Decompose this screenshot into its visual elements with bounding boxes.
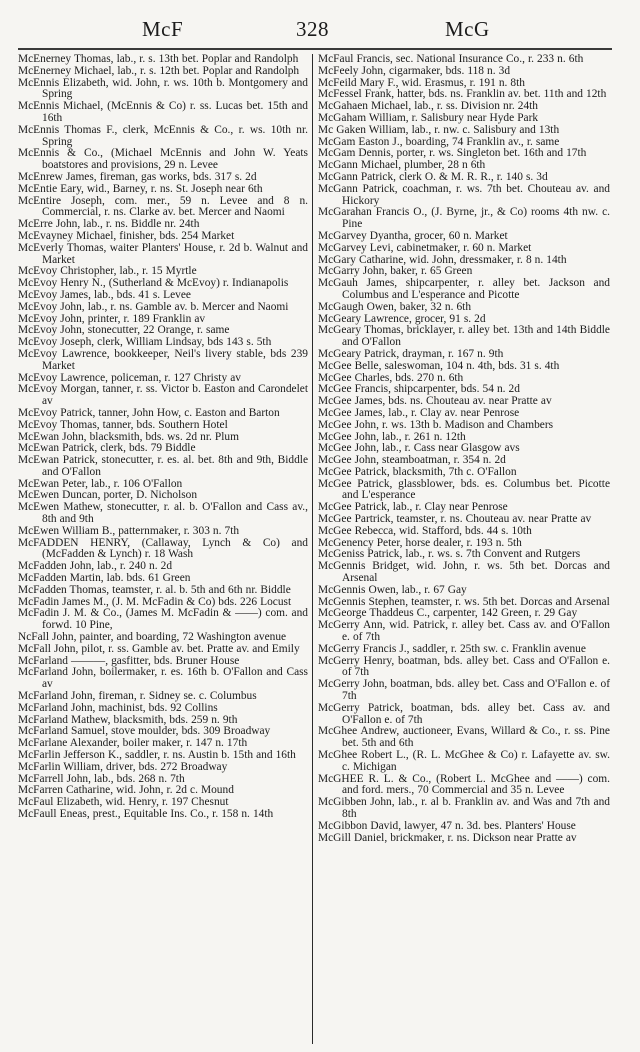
directory-entry: McEvoy John, printer, r. 189 Franklin av (18, 312, 206, 325)
directory-entry: McGeary Patrick, drayman, r. 167 n. 9th (318, 347, 504, 360)
directory-entry: McGenency Peter, horse dealer, r. 193 n. 5th (318, 536, 522, 549)
directory-entry: McFarlin Jefferson K., saddler, r. ns. Austin b. 15th and 16th (18, 749, 296, 762)
directory-entry: McGerry John, boatman, bds. alley bet. Cass and O'Fallon e. of 7th (318, 678, 610, 703)
directory-entry: McGhee Andrew, auctioneer, Evans, Willard & Co., r. ss. Pine bet. 5th and 6th (318, 725, 610, 750)
directory-entry: McGary Catharine, wid. John, dressmaker, r. 8 n. 14th (318, 253, 567, 266)
directory-entry: McGee Charles, bds. 270 n. 6th (318, 371, 464, 384)
directory-entry: McGee Belle, saleswoman, 104 n. 4th, bds. 31 s. 4th (318, 359, 560, 372)
directory-entry: McFaul Francis, sec. National Insurance Co., r. 233 n. 6th (318, 53, 584, 65)
directory-entry: McEnnis Thomas F., clerk, McEnnis & Co., r. ws. 10th nr. Spring (18, 123, 308, 148)
right-column (318, 54, 610, 844)
directory-entry: McFarland John, fireman, r. Sidney se. c. Columbus (18, 690, 257, 703)
directory-entry: McFadin J. M. & Co., (James M. McFadin & ——) com. and forwd. 10 Pine, (18, 607, 308, 632)
directory-entry: McGarry John, baker, r. 65 Green (318, 265, 473, 278)
directory-entry: McGee Partrick, teamster, r. ns. Chouteau av. near Pratte av (318, 513, 592, 526)
directory-entry: McEwen William B., patternmaker, r. 303 n. 7th (18, 524, 240, 537)
directory-entry: McGennis Owen, lab., r. 67 Gay (318, 583, 467, 596)
directory-entry: McEwan Patrick, clerk, bds. 79 Biddle (18, 442, 196, 455)
page-number: 328 (296, 17, 329, 41)
directory-entry: McEvayney Michael, finisher, bds. 254 Market (18, 229, 235, 242)
directory-entry: McGeniss Patrick, lab., r. ws. s. 7th Convent and Rutgers (318, 548, 581, 561)
directory-entry: McEnnis Michael, (McEnnis & Co) r. ss. Lucas bet. 15th and 16th (18, 100, 308, 124)
directory-entry: McGennis Stephen, teamster, r. ws. 5th bet. Dorcas and Arsenal (318, 595, 610, 608)
directory-entry: McGee James, lab., r. Clay av. near Penrose (318, 406, 520, 419)
directory-entry: McGann Patrick, clerk O. & M. R. R., r. 140 s. 3d (318, 170, 548, 183)
directory-entry: McGee Rebecca, wid. Stafford, bds. 44 s. 10th (318, 524, 532, 537)
directory-entry: McGarvey Levi, cabinetmaker, r. 60 n. Market (318, 241, 532, 254)
directory-entry: McGee John, r. ws. 13th b. Madison and Chambers (318, 418, 554, 431)
directory-entry: McFall John, pilot, r. ss. Gamble av. bet. Pratte av. and Emily (18, 642, 300, 655)
directory-entry: McFadden John, lab., r. 240 n. 2d (18, 560, 173, 573)
directory-entry: McGam Dennis, porter, r. ws. Singleton bet. 16th and 17th (318, 147, 587, 160)
directory-entry: McGibben John, lab., r. al b. Franklin av. and Was and 7th and 8th (318, 796, 610, 820)
directory-entry: McEvoy Joseph, clerk, William Lindsay, bds 143 s. 5th (18, 336, 272, 349)
directory-entry: McFarlin William, driver, bds. 272 Broadway (18, 760, 228, 773)
directory-entry: McGee James, bds. ns. Chouteau av. near Pratte av (318, 395, 552, 408)
directory-entry: McGhee Robert L., (R. L. McGhee & Co) r. Lafayette av. sw. c. Michigan (318, 749, 610, 773)
directory-entry: McGaugh Owen, baker, 32 n. 6th (318, 300, 472, 313)
directory-entry: McGaham William, r. Salisbury near Hyde Park (318, 111, 539, 124)
directory-entry: McGerry Patrick, boatman, bds. alley bet. Cass av. and O'Fallon e. of 7th (318, 701, 610, 726)
directory-entry: McGee John, steamboatman, r. 354 n. 2d (318, 454, 506, 467)
directory-entry: McEwen Duncan, porter, D. Nicholson (18, 489, 198, 502)
directory-entry: McGibbon David, lawyer, 47 n. 3d. bes. Planters' House (318, 819, 576, 832)
directory-entry: McFarlane Alexander, boiler maker, r. 147 n. 17th (18, 737, 248, 750)
directory-entry: McFaull Eneas, prest., Equitable Ins. Co., r. 158 n. 14th (18, 808, 274, 820)
directory-entry: McEnerney Thomas, lab., r. s. 13th bet. Poplar and Randolph (18, 53, 299, 65)
directory-entry: McGann Michael, plumber, 28 n 6th (318, 159, 486, 172)
page-header (0, 17, 640, 43)
directory-entry: McGHEE R. L. & Co., (Robert L. McGhee and ——) com. and ford. mers., 70 Commercial and 35 n. Levee (318, 772, 610, 797)
directory-entry: McFarland John, boilermaker, r. es. 16th b. O'Fallon and Cass av (18, 666, 308, 691)
directory-entry: McGerry Henry, boatman, bds. alley bet. Cass and O'Fallon e. of 7th (318, 654, 610, 679)
directory-entry: McEvoy Christopher, lab., r. 15 Myrtle (18, 265, 197, 278)
directory-entry: McEnnis Elizabeth, wid. John, r. ws. 10th b. Montgomery and Spring (18, 76, 308, 101)
directory-entry: McGauh James, shipcarpenter, r. alley bet. Jackson and Columbus and L'esperance and Picotte (318, 277, 610, 301)
directory-entry: McEvoy Lawrence, policeman, r. 127 Christy av (18, 371, 241, 384)
header-left-guide-word: McF (142, 17, 184, 41)
directory-entry: McFarland John, machinist, bds. 92 Collins (18, 701, 218, 714)
directory-entry: McGee Francis, shipcarpenter, bds. 54 n. 2d (318, 383, 520, 396)
directory-entry: McEwen Mathew, stonecutter, r. al. b. O'Fallon and Cass av., 8th and 9th (18, 501, 308, 526)
directory-entry: McGill Daniel, brickmaker, r. ns. Dickson near Pratte av (318, 831, 577, 844)
directory-entry: McFeely John, cigarmaker, bds. 118 n. 3d (318, 64, 511, 77)
directory-entry: McGann Patrick, coachman, r. ws. 7th bet. Chouteau av. and Hickory (318, 182, 610, 207)
directory-entry: McEvoy Lawrence, bookkeeper, Neil's livery stable, bds 239 Market (18, 347, 308, 372)
header-right-guide-word: McG (445, 17, 490, 41)
directory-entry: McEvoy Patrick, tanner, John How, c. Easton and Barton (18, 406, 280, 419)
directory-entry: McGennis Bridget, wid. John, r. ws. 5th bet. Dorcas and Arsenal (318, 560, 610, 585)
directory-entry: McFADDEN HENRY, (Callaway, Lynch & Co) and (McFadden & Lynch) r. 18 Wash (18, 536, 308, 561)
directory-entry: McEnnis & Co., (Michael McEnnis and John W. Yeats boatstores and provisions, 29 n. Levee (18, 147, 308, 172)
directory-entry: McFarland Mathew, blacksmith, bds. 259 n. 9th (18, 713, 238, 726)
directory-entry: McGee Patrick, blacksmith, 7th c. O'Fallon (318, 465, 517, 478)
directory-entry: McGeary Thomas, bricklayer, r. alley bet. 13th and 14th Biddle and O'Fallon (318, 324, 610, 349)
directory-entry: McEnrew James, fireman, gas works, bds. 317 s. 2d (18, 170, 257, 183)
directory-entry: McGam Easton J., boarding, 74 Franklin av., r. same (318, 135, 560, 148)
directory-entry: McGarahan Francis O., (J. Byrne, jr., & Co) rooms 4th nw. c. Pine (318, 206, 610, 231)
directory-entry: Mc Gaken William, lab., r. nw. c. Salisbury and 13th (318, 123, 560, 136)
directory-entry: McFaul Elizabeth, wid. Henry, r. 197 Chesnut (18, 796, 229, 809)
directory-entry: McEwan John, blacksmith, bds. ws. 2d nr. Plum (18, 430, 239, 443)
directory-entry: McEvoy Henry N., (Sutherland & McEvoy) r. Indianapolis (18, 277, 289, 290)
column-divider (312, 54, 313, 1044)
directory-entry: McFadin James M., (J. M. McFadin & Co) bds. 226 Locust (18, 595, 292, 608)
directory-entry: McErre John, lab., r. ns. Biddle nr. 24th (18, 218, 200, 231)
directory-entry: McFarrell John, lab., bds. 268 n. 7th (18, 772, 185, 785)
directory-entry: McFarland ———, gasfitter, bds. Bruner House (18, 654, 240, 667)
directory-entry: McEvoy Thomas, tanner, bds. Southern Hotel (18, 418, 228, 431)
directory-entry: McGarvey Dyantha, grocer, 60 n. Market (318, 229, 508, 242)
directory-entry: McFadden Thomas, teamster, r. al. b. 5th and 6th nr. Biddle (18, 583, 291, 596)
directory-entry: McGerry Ann, wid. Patrick, r. alley bet. Cass av. and O'Fallon e. of 7th (318, 619, 610, 644)
directory-entry: McEvoy John, lab., r. ns. Gamble av. b. Mercer and Naomi (18, 300, 289, 313)
directory-entry: McGerry Francis J., saddler, r. 25th sw. c. Franklin avenue (318, 642, 586, 655)
directory-entry: McGee Patrick, lab., r. Clay near Penrose (318, 501, 508, 514)
directory-entry: McEntire Joseph, com. mer., 59 n. Levee and 8 n. Commercial, r. ns. Clarke av. bet. Mercer and Naomi (18, 194, 308, 219)
directory-entry: McGahaen Michael, lab., r. ss. Division nr. 24th (318, 100, 539, 113)
directory-entry: McFadden Martin, lab. bds. 61 Green (18, 572, 191, 585)
directory-entry: McFarland Samuel, stove moulder, bds. 309 Broadway (18, 725, 271, 738)
directory-entry: McFeild Mary F., wid. Erasmus, r. 191 n. 8th (318, 76, 525, 89)
directory-entry: NcFall John, painter, and boarding, 72 Washington avenue (18, 631, 287, 644)
directory-entry: McEvoy Morgan, tanner, r. ss. Victor b. Easton and Carondelet av (18, 383, 308, 408)
directory-entry: McGeary Lawrence, grocer, 91 s. 2d (318, 312, 486, 325)
directory-entry: McEverly Thomas, waiter Planters' House, r. 2d b. Walnut and Market (18, 241, 308, 266)
directory-entry: McEvoy John, stonecutter, 22 Orange, r. same (18, 324, 230, 337)
directory-entry: McFessel Frank, hatter, bds. ns. Franklin av. bet. 11th and 12th (318, 88, 607, 101)
directory-entry: McGeorge Thaddeus C., carpenter, 142 Green, r. 29 Gay (318, 607, 578, 620)
left-column (18, 54, 308, 821)
directory-entry: McEwan Peter, lab., r. 106 O'Fallon (18, 477, 183, 490)
directory-entry: McEvoy James, lab., bds. 41 s. Levee (18, 288, 191, 301)
directory-entry: McFarren Catharine, wid. John, r. 2d c. Mound (18, 784, 234, 797)
directory-entry: McGee John, lab., r. Cass near Glasgow avs (318, 442, 520, 455)
directory-entry: McGee John, lab., r. 261 n. 12th (318, 430, 466, 443)
header-rule (18, 48, 612, 50)
directory-entry: McEntie Eary, wid., Barney, r. ns. St. Joseph near 6th (18, 182, 263, 195)
directory-entry: McEnerney Michael, lab., r. s. 12th bet. Poplar and Randolph (18, 64, 300, 77)
directory-entry: McGee Patrick, glassblower, bds. es. Columbus bet. Picotte and L'esperance (318, 477, 610, 502)
directory-entry: McEwan Patrick, stonecutter, r. es. al. bet. 8th and 9th, Biddle and O'Fallon (18, 454, 308, 478)
